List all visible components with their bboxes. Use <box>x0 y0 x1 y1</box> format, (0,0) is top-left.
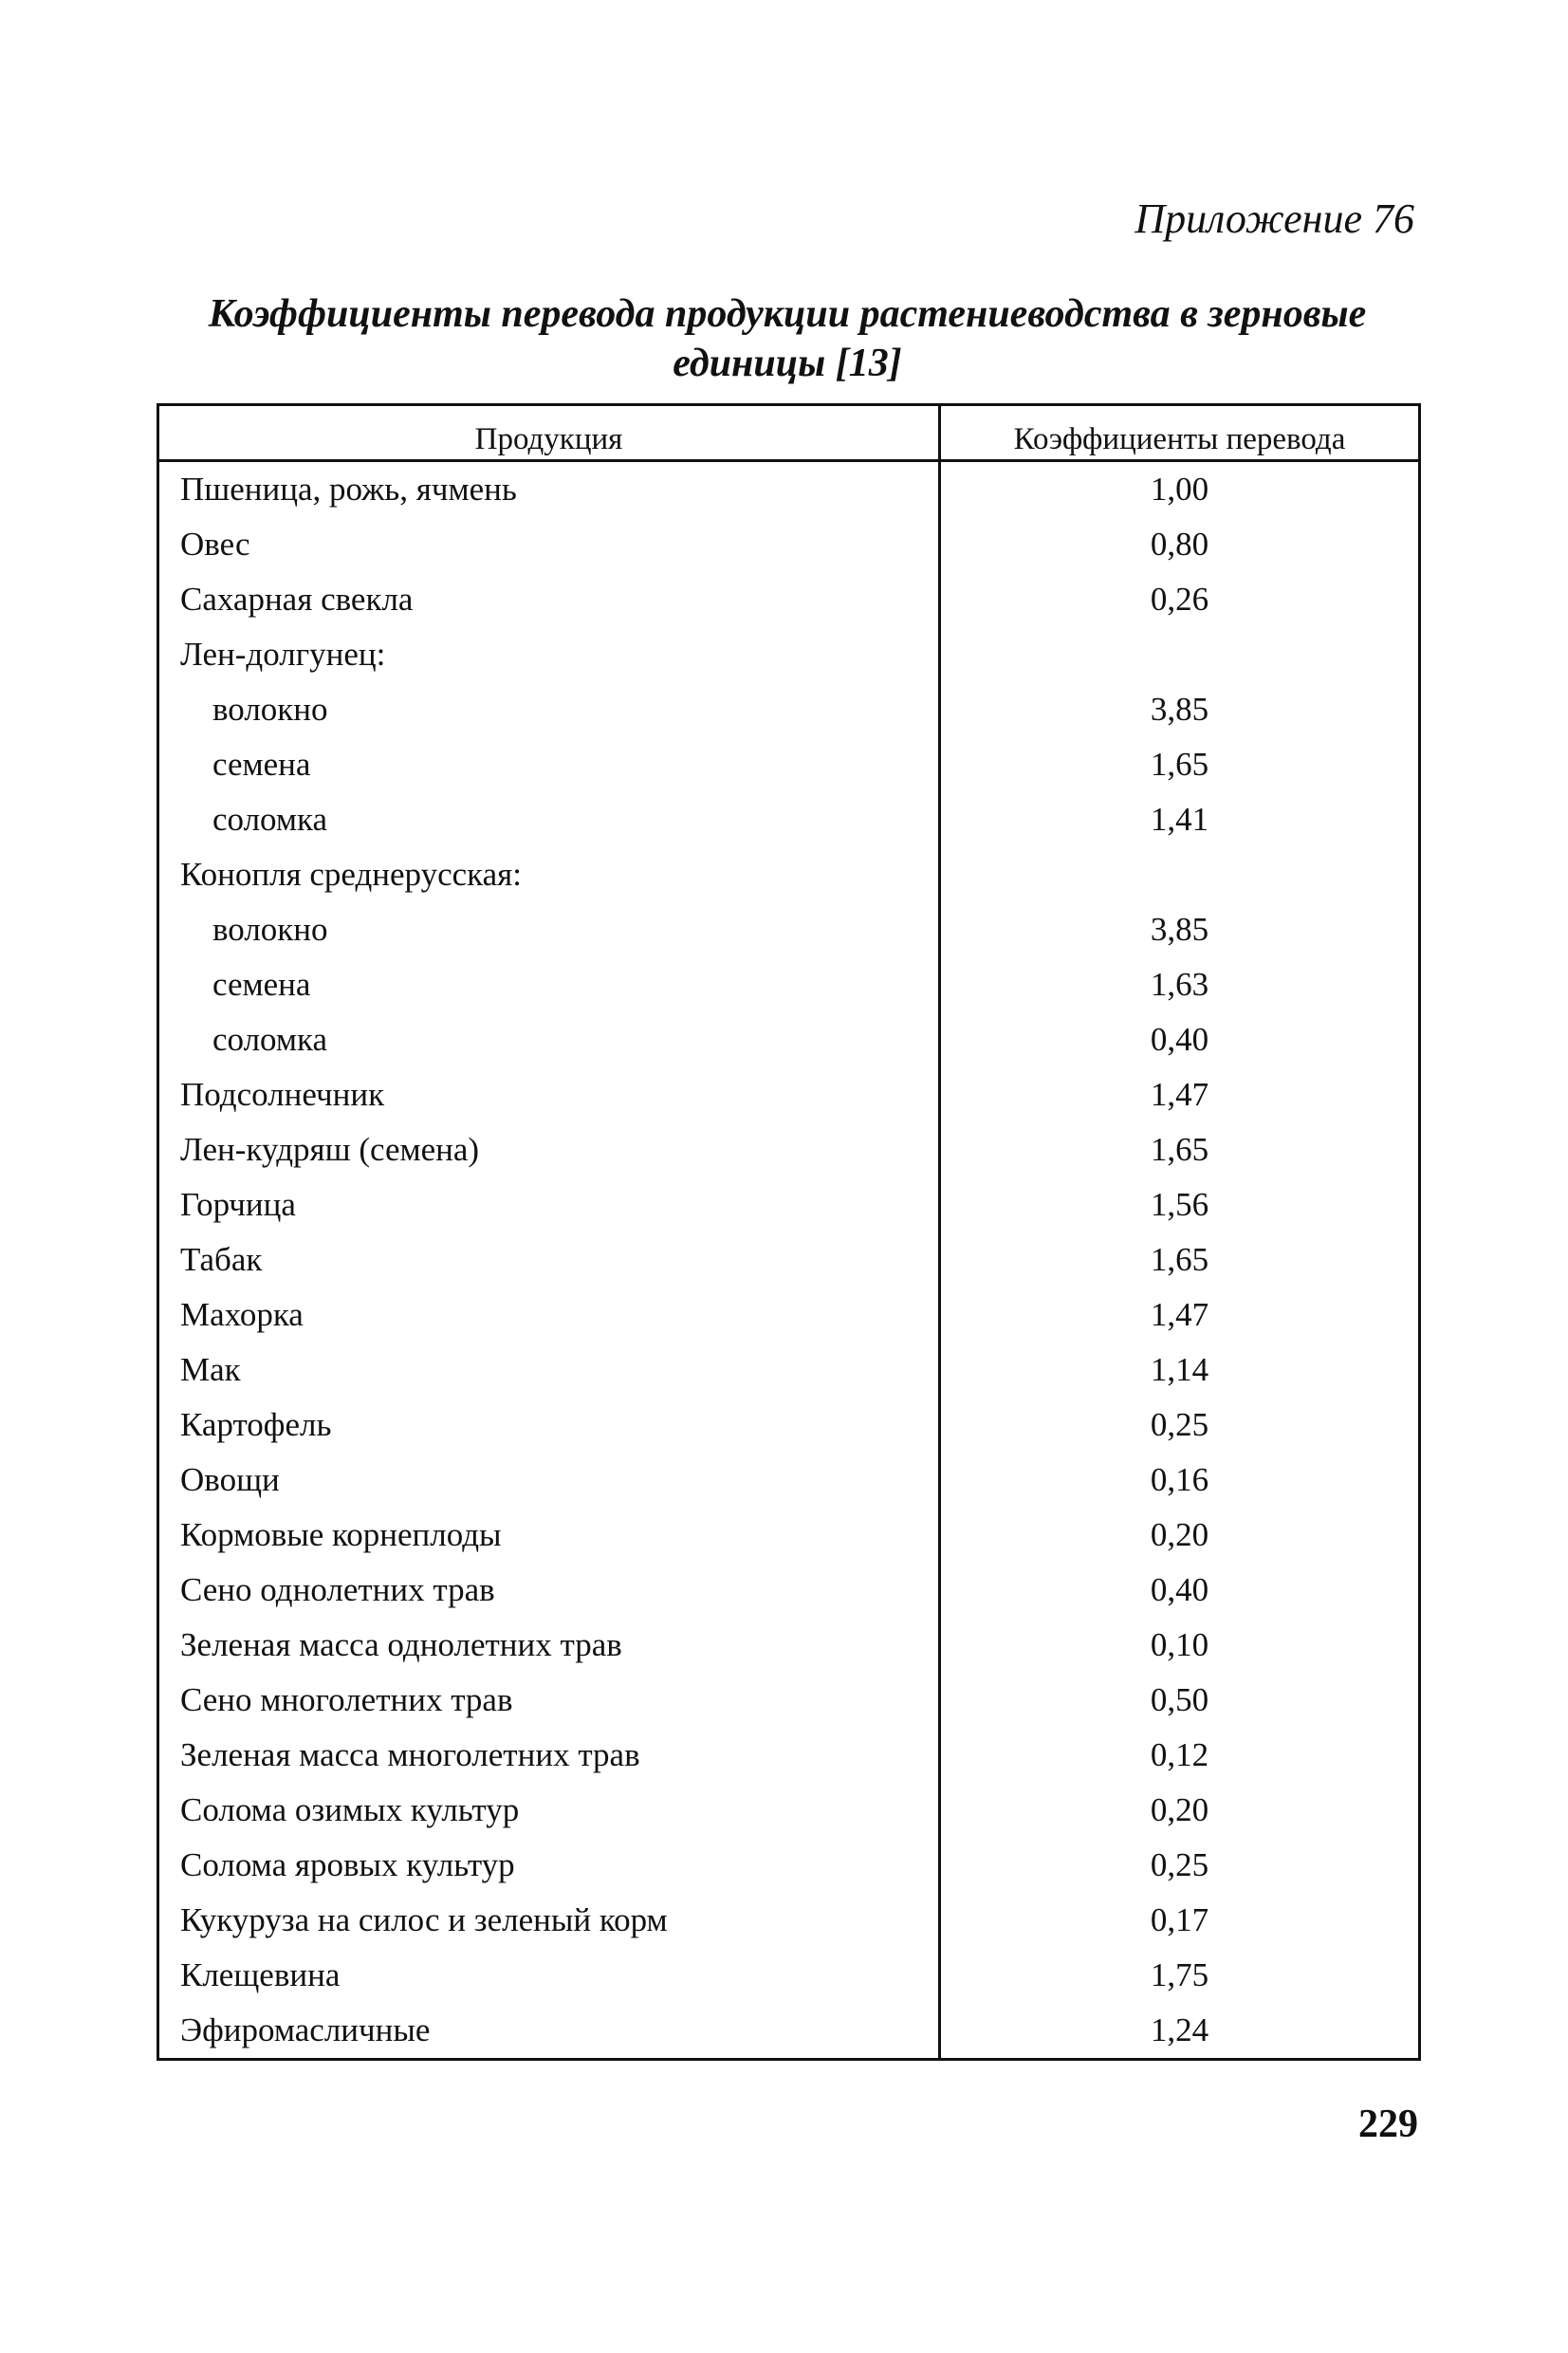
product-name-cell: Горчица <box>158 1177 940 1232</box>
coefficient-cell: 0,80 <box>940 517 1420 572</box>
table-row <box>158 461 1420 518</box>
product-name-cell: соломка <box>158 792 940 847</box>
coefficient-cell: 1,00 <box>940 461 1420 518</box>
table-row <box>158 1288 1420 1343</box>
product-name-cell: Кормовые корнеплоды <box>158 1508 940 1563</box>
product-name-cell: Эфиромасличные <box>158 2003 940 2060</box>
table-row <box>158 792 1420 847</box>
table-row <box>158 902 1420 957</box>
table-row <box>158 1177 1420 1232</box>
coefficient-cell: 1,56 <box>940 1177 1420 1232</box>
coefficient-cell: 0,17 <box>940 1893 1420 1948</box>
table-row <box>158 682 1420 737</box>
table-row <box>158 517 1420 572</box>
coefficient-cell: 3,85 <box>940 902 1420 957</box>
product-name-cell: Сено однолетних трав <box>158 1563 940 1618</box>
product-name-cell: волокно <box>158 682 940 737</box>
table-row <box>158 1508 1420 1563</box>
coefficient-cell: 1,63 <box>940 957 1420 1012</box>
table-row <box>158 2003 1420 2060</box>
table-row <box>158 1067 1420 1122</box>
table-row <box>158 1122 1420 1177</box>
product-name-cell: Пшеница, рожь, ячмень <box>158 461 940 518</box>
product-name-cell: Табак <box>158 1232 940 1288</box>
coefficient-cell: 1,47 <box>940 1067 1420 1122</box>
header-coefficient: Коэффициенты перевода <box>940 405 1420 461</box>
product-name-cell: Сахарная свекла <box>158 572 940 627</box>
table-row <box>158 1673 1420 1728</box>
table-row <box>158 737 1420 792</box>
title-line-2: единицы [13] <box>673 342 902 385</box>
product-name-cell: семена <box>158 737 940 792</box>
table-row <box>158 1893 1420 1948</box>
page-title <box>157 289 1418 388</box>
coefficient-cell <box>940 847 1420 902</box>
table-row <box>158 627 1420 682</box>
table-row <box>158 1012 1420 1067</box>
coefficient-cell: 0,40 <box>940 1012 1420 1067</box>
coefficient-cell: 1,41 <box>940 792 1420 847</box>
product-name-cell: Овощи <box>158 1453 940 1508</box>
table-row <box>158 957 1420 1012</box>
product-name-cell: Солома яровых культур <box>158 1838 940 1893</box>
header-product: Продукция <box>158 405 940 461</box>
coefficient-cell: 0,40 <box>940 1563 1420 1618</box>
product-name-cell: Клещевина <box>158 1948 940 2003</box>
coefficient-cell: 1,65 <box>940 1122 1420 1177</box>
table-header-row <box>158 405 1420 461</box>
coefficient-cell: 0,20 <box>940 1508 1420 1563</box>
coefficient-cell: 0,50 <box>940 1673 1420 1728</box>
table-body <box>158 461 1420 2060</box>
table-row <box>158 1838 1420 1893</box>
product-name-cell: семена <box>158 957 940 1012</box>
coefficient-cell: 0,12 <box>940 1728 1420 1783</box>
table-row <box>158 1232 1420 1288</box>
product-name-cell: Сено многолетних трав <box>158 1673 940 1728</box>
product-name-cell: Овес <box>158 517 940 572</box>
title-line-1: Коэффициенты перевода продукции растениеводства в зерновые <box>208 292 1367 336</box>
coefficient-cell: 0,20 <box>940 1783 1420 1838</box>
coefficient-cell: 1,65 <box>940 1232 1420 1288</box>
table-row <box>158 1343 1420 1398</box>
coefficient-cell: 1,65 <box>940 737 1420 792</box>
product-name-cell: Подсолнечник <box>158 1067 940 1122</box>
product-name-cell: Зеленая масса многолетних трав <box>158 1728 940 1783</box>
coefficients-table <box>157 403 1421 2061</box>
coefficient-cell: 0,16 <box>940 1453 1420 1508</box>
product-name-cell: Махорка <box>158 1288 940 1343</box>
coefficient-cell <box>940 627 1420 682</box>
table-row <box>158 1398 1420 1453</box>
table-row <box>158 1563 1420 1618</box>
table-row <box>158 847 1420 902</box>
product-name-cell: волокно <box>158 902 940 957</box>
product-name-cell: Картофель <box>158 1398 940 1453</box>
coefficient-cell: 0,25 <box>940 1398 1420 1453</box>
table-row <box>158 1948 1420 2003</box>
product-name-cell: Зеленая масса однолетних трав <box>158 1618 940 1673</box>
product-name-cell: Лен-кудряш (семена) <box>158 1122 940 1177</box>
page-number: 229 <box>1358 2103 1418 2146</box>
table-row <box>158 1783 1420 1838</box>
coefficient-cell: 1,14 <box>940 1343 1420 1398</box>
appendix-label: Приложение 76 <box>1134 195 1414 242</box>
coefficient-cell: 3,85 <box>940 682 1420 737</box>
table-row <box>158 1728 1420 1783</box>
table-row <box>158 572 1420 627</box>
product-name-cell: соломка <box>158 1012 940 1067</box>
table-row <box>158 1618 1420 1673</box>
product-name-cell: Мак <box>158 1343 940 1398</box>
product-name-cell: Лен-долгунец: <box>158 627 940 682</box>
product-name-cell: Солома озимых культур <box>158 1783 940 1838</box>
coefficient-cell: 1,75 <box>940 1948 1420 2003</box>
product-name-cell: Кукуруза на силос и зеленый корм <box>158 1893 940 1948</box>
coefficient-cell: 0,26 <box>940 572 1420 627</box>
coefficient-cell: 1,24 <box>940 2003 1420 2060</box>
coefficient-cell: 0,25 <box>940 1838 1420 1893</box>
coefficient-cell: 0,10 <box>940 1618 1420 1673</box>
product-name-cell: Конопля среднерусская: <box>158 847 940 902</box>
table-row <box>158 1453 1420 1508</box>
coefficient-cell: 1,47 <box>940 1288 1420 1343</box>
